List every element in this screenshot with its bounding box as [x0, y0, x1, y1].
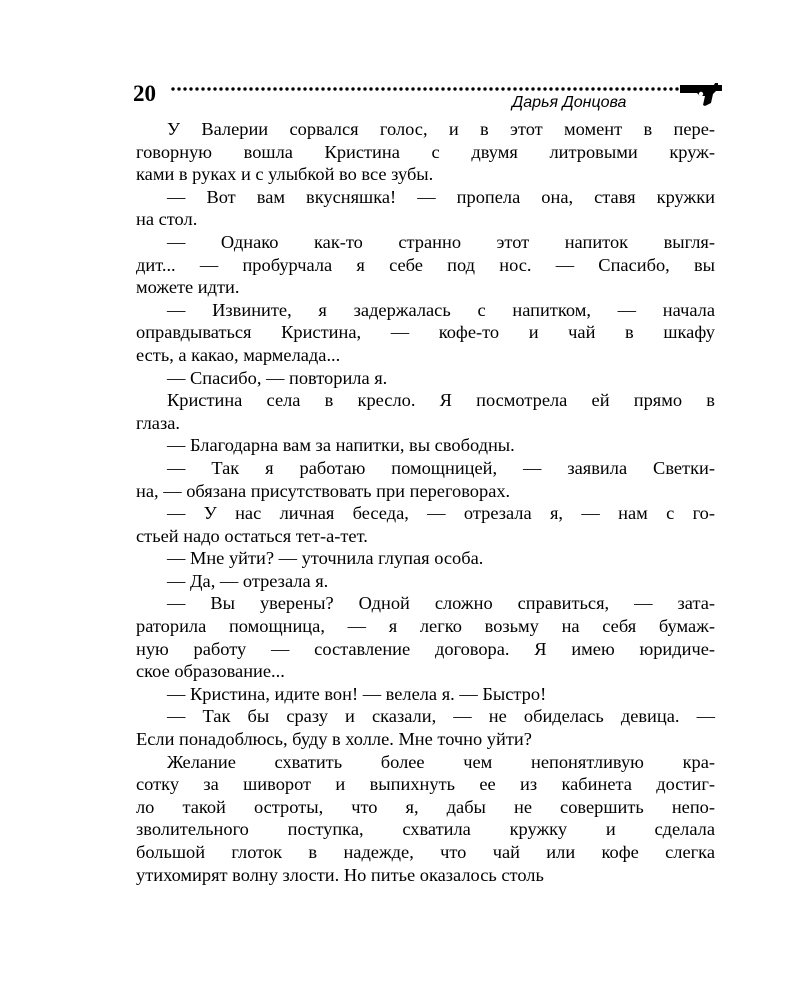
paragraph [136, 570, 715, 593]
text-line: Если понадоблюсь, буду в холле. Мне точно уйти? [136, 729, 532, 750]
text-line: можете идти. [136, 277, 240, 298]
text-line: есть, а какао, мармелада... [136, 344, 341, 365]
text-line: — Так бы сразу и сказали, — не обиделась девица. — [167, 706, 715, 727]
paragraph [136, 683, 715, 706]
text-line: зволительного поступка, схватила кружку и сделала [136, 819, 715, 840]
paragraph [136, 389, 715, 434]
paragraph [136, 434, 715, 457]
paragraph [136, 457, 715, 502]
text-line: — Извините, я задержалась с напитком, — начала [167, 299, 715, 320]
paragraph [136, 186, 715, 231]
paragraph [136, 751, 715, 887]
text-line: Желание схватить более чем непонятливую кра- [167, 751, 715, 772]
text-line: — Да, — отрезала я. [167, 570, 329, 591]
paragraph [136, 299, 715, 367]
page-number: 20 [133, 81, 156, 106]
text-line: — Так я работаю помощницей, — заявила Светки- [167, 457, 715, 478]
text-line: стьей надо остаться тет-а-тет. [136, 525, 368, 546]
paragraph [136, 592, 715, 682]
text-line: У Валерии сорвался голос, и в этот момент в пере- [167, 119, 715, 139]
text-line: на стол. [136, 209, 198, 230]
text-line: — У нас личная беседа, — отрезала я, — нам с го- [167, 503, 715, 524]
text-line: оправдываться Кристина, — кофе-то и чай в шкафу [136, 322, 715, 343]
text-line: — Мне уйти? — уточнила глупая особа. [167, 548, 484, 569]
paragraph [136, 231, 715, 299]
text-line: ную работу — составление договора. Я имею юридиче- [136, 638, 715, 659]
running-head-author: Дарья Донцова [512, 94, 627, 111]
paragraph [136, 547, 715, 570]
text-line: — Однако как-то странно этот напиток выгля- [167, 231, 715, 252]
text-line: ками в руках и с улыбкой во все зубы. [136, 164, 434, 185]
text-line: — Вы уверены? Одной сложно справиться, — зата- [167, 593, 715, 614]
paragraph [136, 705, 715, 750]
text-line: сотку за шиворот и выпихнуть ее из кабинета достиг- [136, 774, 715, 795]
text-line: — Кристина, идите вон! — велела я. — Быстро! [167, 683, 547, 704]
paragraph [136, 502, 715, 547]
text-line: утихомирят волну злости. Но питье оказалось столь [136, 864, 544, 885]
text-line: — Спасибо, — повторила я. [167, 367, 388, 388]
text-line: — Благодарна вам за напитки, вы свободны. [167, 435, 515, 456]
dot-leader [170, 87, 685, 91]
text-line: на, — обязана присутствовать при переговорах. [136, 480, 511, 501]
paragraph [136, 118, 715, 186]
text-line: ло такой остроты, что я, дабы не совершить непо- [136, 796, 715, 817]
text-line: ское образование... [136, 661, 285, 682]
body-text [136, 118, 715, 886]
text-line: говорную вошла Кристина с двумя литровыми круж- [136, 141, 715, 162]
text-line: Кристина села в кресло. Я посмотрела ей прямо в [167, 390, 715, 411]
text-line: — Вот вам вкусняшка! — пропела она, ставя кружки [167, 186, 715, 207]
revolver-icon [678, 82, 724, 108]
text-line: раторила помощница, — я легко возьму на себя бумаж- [136, 616, 715, 637]
text-line: глаза. [136, 412, 180, 433]
paragraph [136, 367, 715, 390]
text-line: дит... — пробурчала я себе под нос. — Спасибо, вы [136, 254, 715, 275]
text-line: большой глоток в надежде, что чай или кофе слегка [136, 842, 715, 862]
